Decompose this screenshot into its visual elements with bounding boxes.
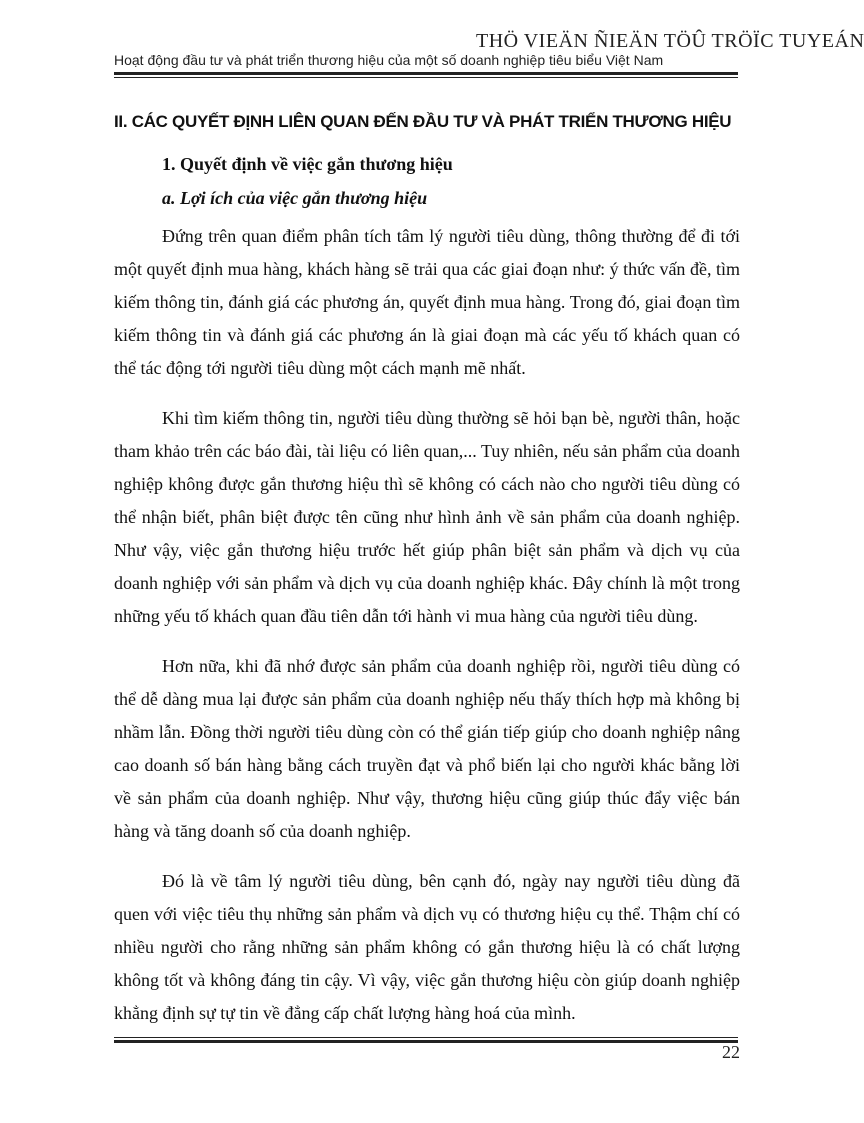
watermark-text: THÖ VIEÄN ÑIEÄN TÖÛ TRÖÏC TUYEÁN xyxy=(476,30,864,52)
subsection-title: 1. Quyết định về việc gắn thương hiệu xyxy=(162,154,453,174)
running-header-title: Hoạt động đầu tư và phát triển thương hiệu của một số doanh nghiệp tiêu biểu Việt Nam xyxy=(114,52,664,68)
paragraph: Đứng trên quan điểm phân tích tâm lý người tiêu dùng, thông thường để đi tới một quyết định mua hàng, khách hàng sẽ trải qua các giai đoạn như: ý thức vấn đề, tìm kiếm thông tin, đánh giá các phương án, quyết định mua hàng. Trong đó, giai đoạn tìm kiếm thông tin và đánh giá các phương án là giai đoạn mà các yếu tố khách quan có thể tác động tới người tiêu dùng một cách mạnh mẽ nhất. xyxy=(114,226,740,378)
paragraph: Đó là về tâm lý người tiêu dùng, bên cạnh đó, ngày nay người tiêu dùng đã quen với việc tiêu thụ những sản phẩm và dịch vụ có thương hiệu cụ thể. Thậm chí có nhiều người cho rằng những sản phẩm không có gắn thương hiệu là có chất lượng không tốt và không đáng tin cậy. Vì vậy, việc gắn thương hiệu còn giúp doanh nghiệp khẳng định sự tự tin về đẳng cấp chất lượng hàng hoá của mình. xyxy=(114,871,740,1023)
paragraph: Khi tìm kiếm thông tin, người tiêu dùng thường sẽ hỏi bạn bè, người thân, hoặc tham khảo trên các báo đài, tài liệu có liên quan,... Tuy nhiên, nếu sản phẩm của doanh nghiệp không được gắn thương hiệu thì sẽ không có cách nào cho người tiêu dùng có thể nhận biết, phân biệt được tên cũng như hình ảnh về sản phẩm của doanh nghiệp. Như vậy, việc gắn thương hiệu trước hết giúp phân biệt sản phẩm và dịch vụ của doanh nghiệp với sản phẩm và dịch vụ của doanh nghiệp khác. Đây chính là một trong những yếu tố khách quan đầu tiên dẫn tới hành vi mua hàng của người tiêu dùng. xyxy=(114,408,740,626)
body-text xyxy=(114,220,740,1030)
header-double-rule xyxy=(114,72,738,78)
section-heading: II. CÁC QUYẾT ĐỊNH LIÊN QUAN ĐẾN ĐẦU TƯ VÀ PHÁT TRIỂN THƯƠNG HIỆU xyxy=(114,112,732,131)
subsubsection-title: a. Lợi ích của việc gắn thương hiệu xyxy=(162,188,428,208)
footer-double-rule xyxy=(114,1037,738,1043)
paragraph: Hơn nữa, khi đã nhớ được sản phẩm của doanh nghiệp rồi, người tiêu dùng có thể dễ dàng mua lại được sản phẩm của doanh nghiệp nếu thấy thích hợp mà không bị nhầm lẫn. Đồng thời người tiêu dùng còn có thể gián tiếp giúp cho doanh nghiệp nâng cao doanh số bán hàng bằng cách truyền đạt và phổ biến lại cho người khác bằng lời về sản phẩm của doanh nghiệp. Như vậy, thương hiệu cũng giúp thúc đẩy việc bán hàng và tăng doanh số của doanh nghiệp. xyxy=(114,656,740,841)
page-number: 22 xyxy=(722,1042,740,1062)
